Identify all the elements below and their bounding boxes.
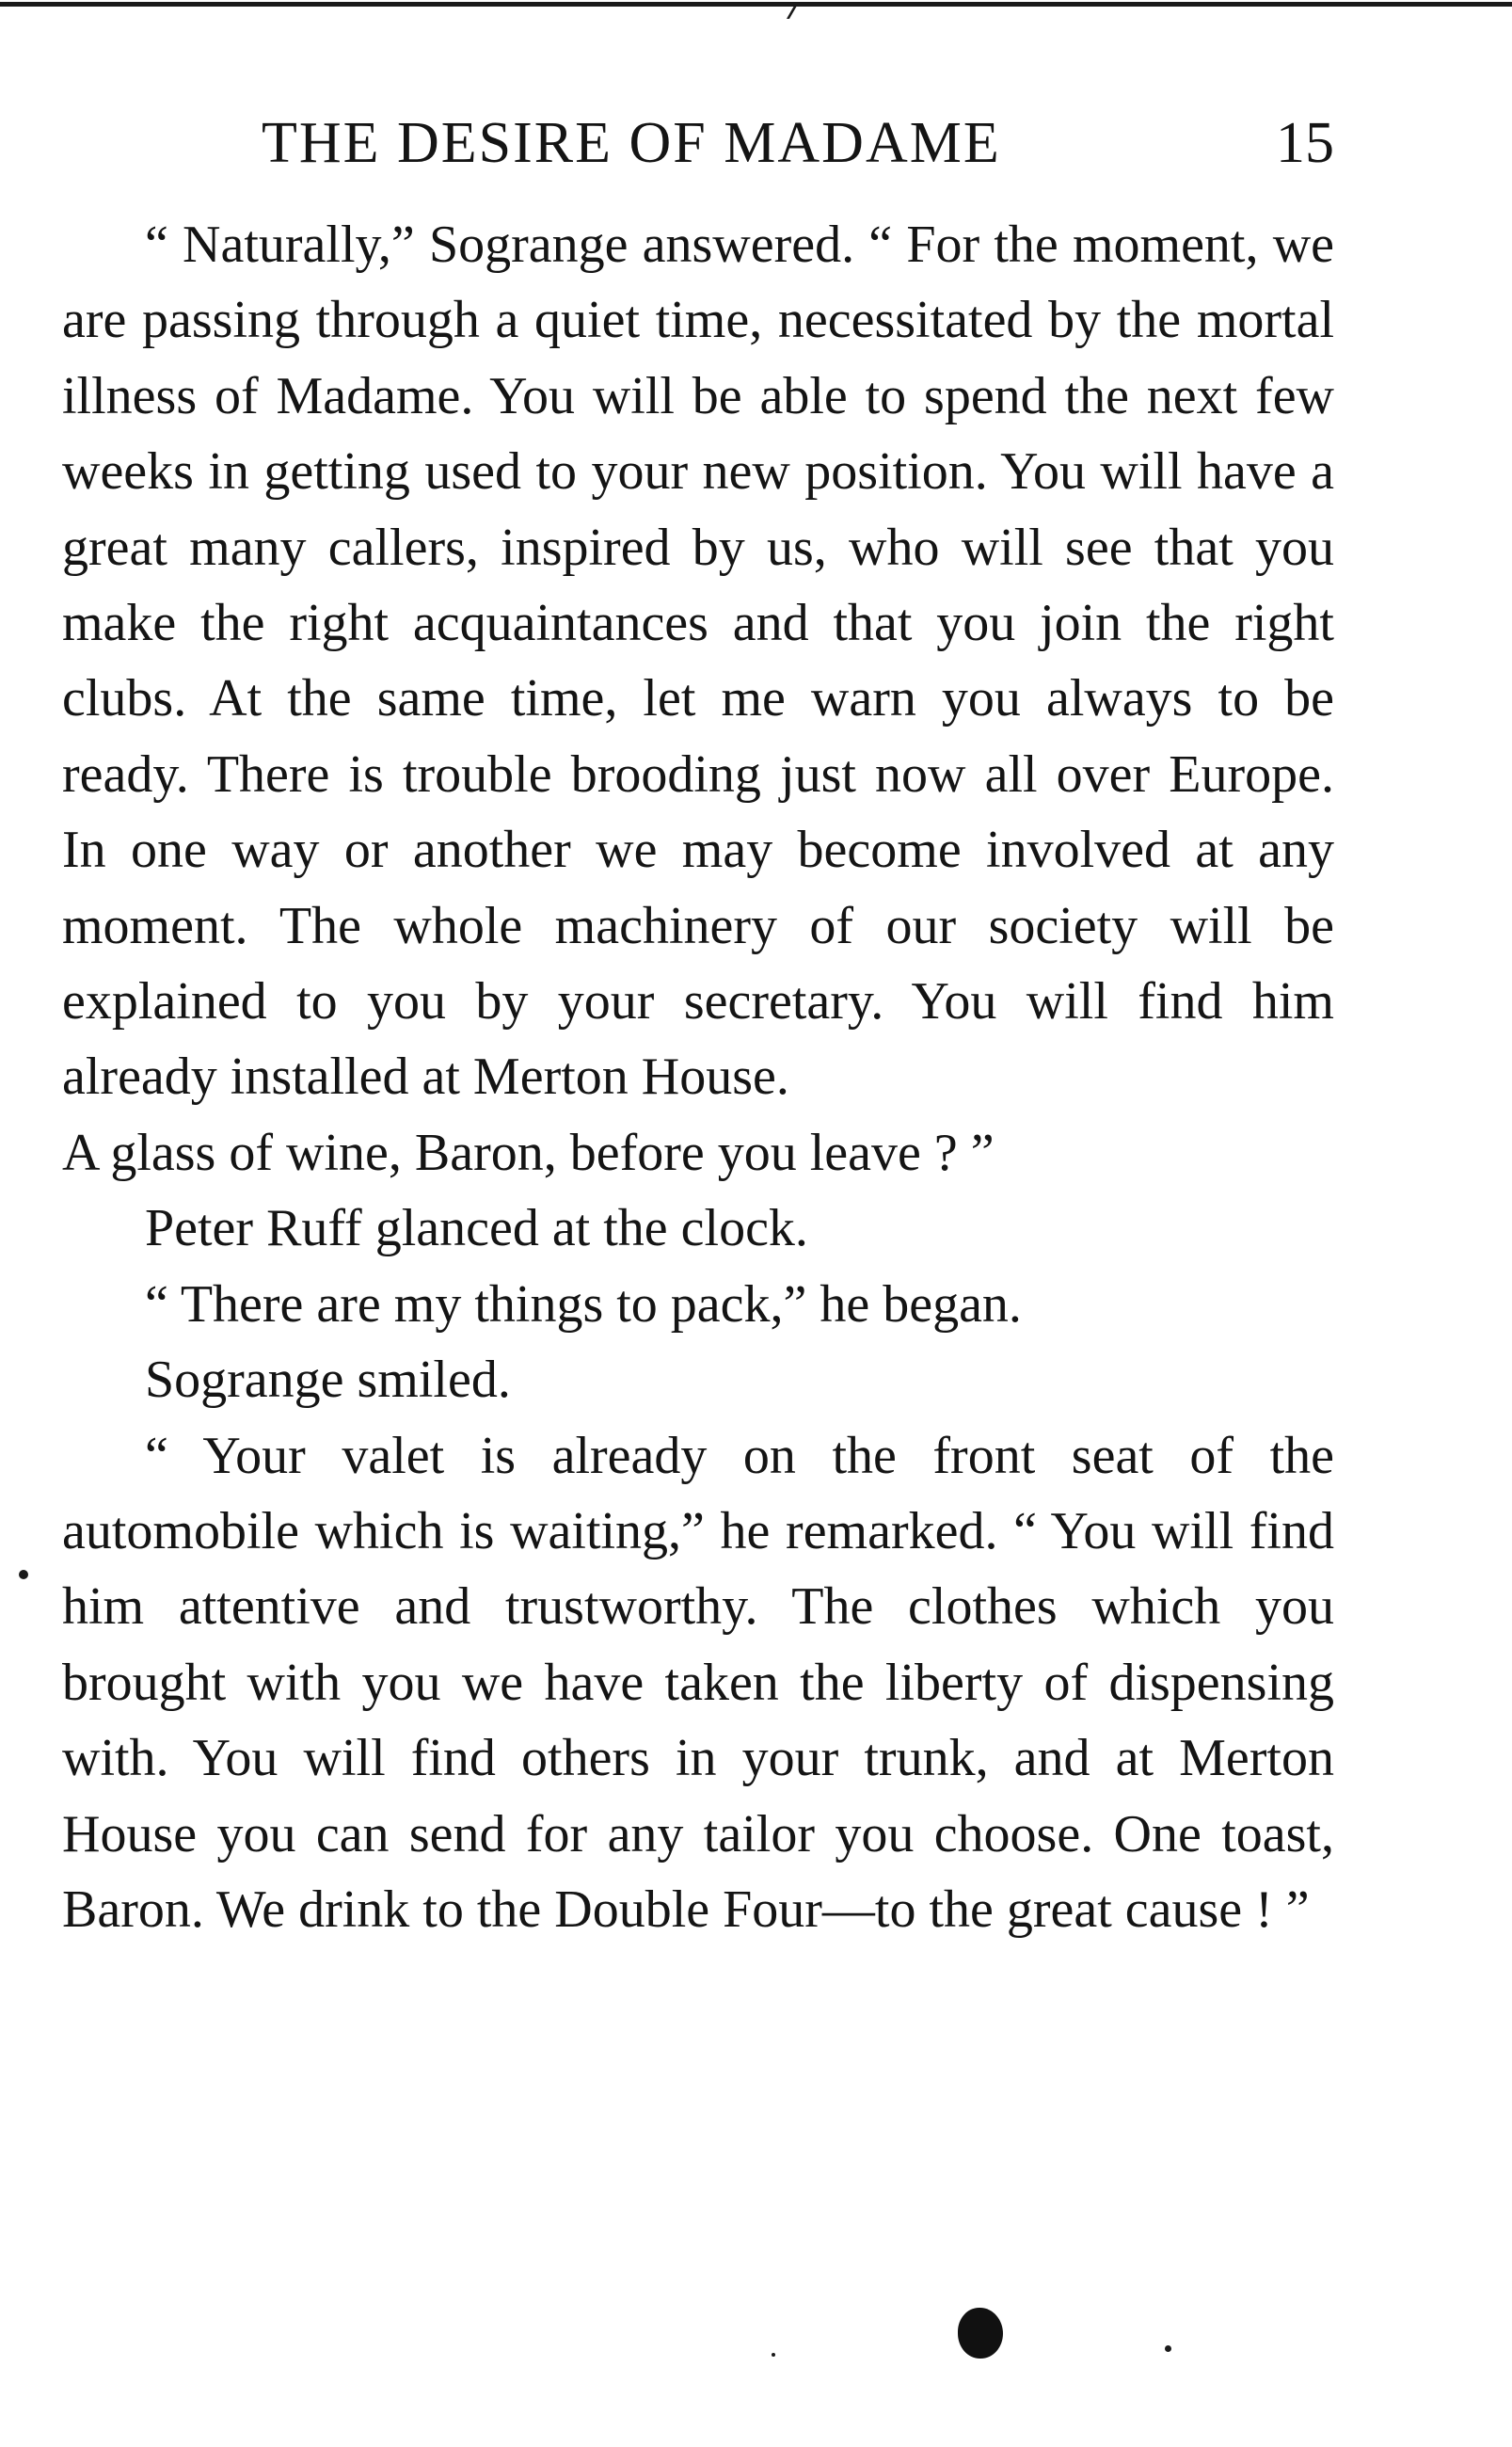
print-speck	[1165, 2345, 1171, 2352]
paragraph: “ Your valet is already on the front seat of the automobile which is waiting,” he remarked. “ You will find him attentive and trustworthy. The clothes which you brought with you we have taken the liberty of dispensing with. You will find others in your trunk, and at Merton House you can send for any tailor you choose. One toast, Baron. We drink to the Double Four—to the great cause ! ”	[62, 1426, 1334, 1939]
print-speck	[772, 2353, 775, 2357]
page-title: THE DESIRE OF MADAME	[262, 111, 1001, 175]
running-head	[262, 105, 1334, 181]
print-speck	[19, 1570, 28, 1579]
body-text	[62, 207, 1334, 1947]
page-number: 15	[1276, 111, 1334, 175]
top-rule	[0, 2, 1512, 7]
paragraph: “ Naturally,” Sogrange answered. “ For the moment, we are passing through a quiet time, necessitated by the mortal illness of Madame. You will be able to spend the next few weeks in getting used to your new position. You will have a great many callers, inspired by us, who will see that you make the right acquaintances and that you join the right clubs. At the same time, let me warn you always to be ready. There is trouble brooding just now all over Europe. In one way or another we may become involved at any moment. The whole machinery of our society will be explained to you by your secretary. You will find him already installed at Merton House.	[62, 216, 1334, 1107]
paragraph: Peter Ruff glanced at the clock.	[145, 1199, 808, 1258]
paragraph: A glass of wine, Baron, before you leave ? ”	[62, 1123, 995, 1182]
paragraph: Sogrange smiled.	[145, 1351, 511, 1410]
ink-blot	[958, 2308, 1003, 2359]
top-rule-mark	[787, 6, 806, 19]
paragraph: “ There are my things to pack,” he began.	[145, 1274, 1022, 1334]
